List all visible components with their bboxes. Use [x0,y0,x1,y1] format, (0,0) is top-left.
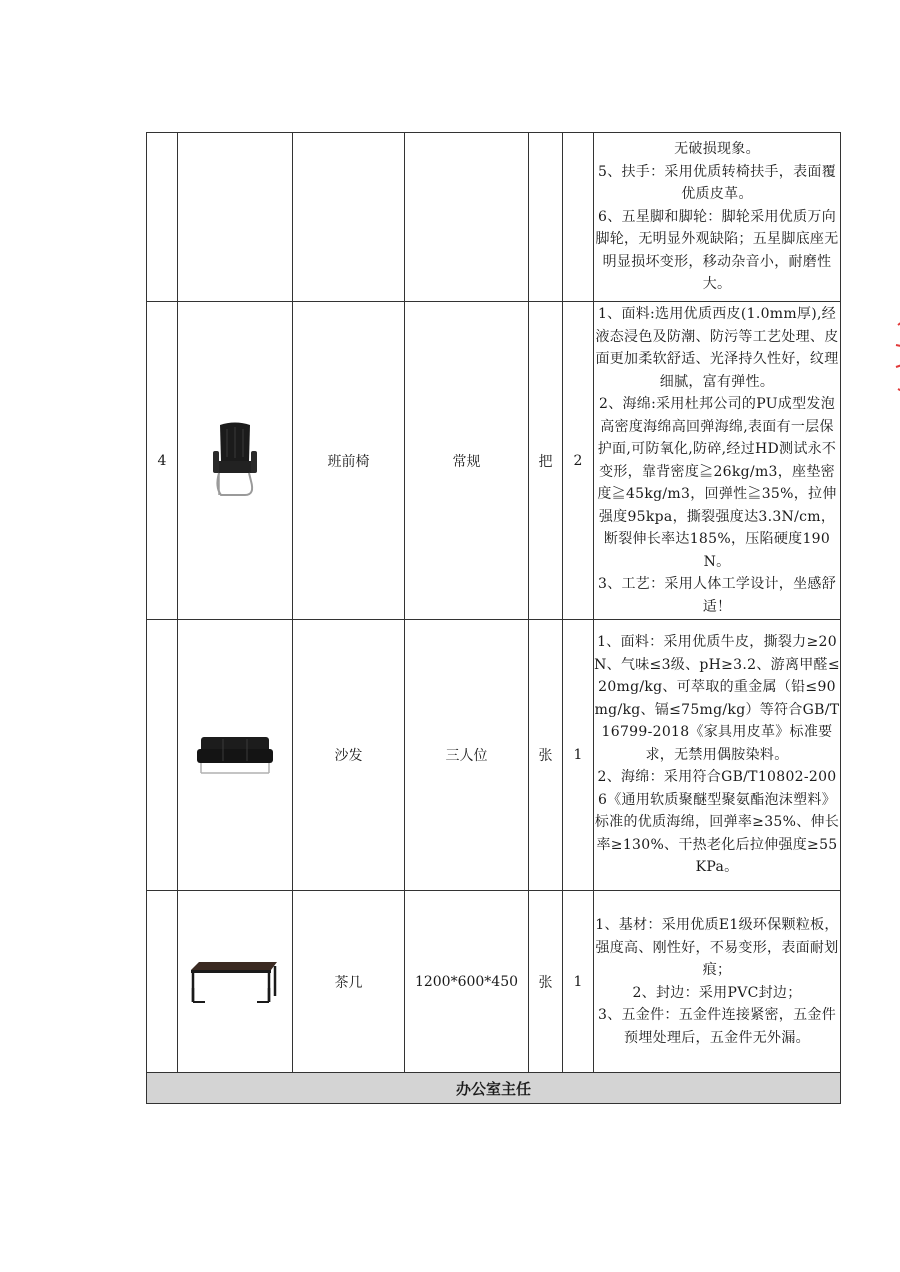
chair-image [178,302,293,620]
row-number: 4 [147,302,178,620]
row-number [147,620,178,891]
description-line: 2、海绵:采用杜邦公司的PU成型发泡高密度海绵高回弹海绵,表面有一层保护面,可防氧化,防碎,经过HD测试永不变形，靠背密度≧26kg/m3，座垫密度≧45kg/m3，回弹性≧35%，拉伸强度95kpa，撕裂强度达3.3N/cm，断裂伸长率达185%，压陷硬度190N。 [597,396,837,570]
table-row [147,620,841,891]
description-line: 2、海绵：采用符合GB/T10802-2006《通用软质聚醚型聚氨酯泡沫塑料》标准的优质海绵，回弹率≥35%、伸长率≥130%、干热老化后拉伸强度≥55KPa。 [594,769,840,876]
coffee-table-image [178,891,293,1073]
product-description [594,620,841,891]
description-line: 3、五金件：五金件连接紧密，五金件预埋处理后，五金件无外漏。 [597,1007,836,1046]
table-row [147,302,841,620]
sofa-image [178,620,293,891]
description-line: 5、扶手：采用优质转椅扶手，表面覆优质皮革。 [597,163,836,203]
product-spec: 常规 [405,302,529,620]
product-spec [405,133,529,302]
description-line: 3、工艺：采用人体工学设计，坐感舒适！ [597,576,836,615]
product-description [594,302,841,620]
row-number [147,133,178,302]
section-header-row [147,1073,841,1104]
product-qty: 1 [563,891,594,1073]
product-qty: 1 [563,620,594,891]
section-header: 办公室主任 [147,1073,841,1104]
table-row [147,133,841,302]
furniture-spec-table [146,132,841,1104]
product-unit: 把 [529,302,563,620]
product-qty: 2 [563,302,594,620]
product-name: 班前椅 [293,302,405,620]
row-number [147,891,178,1073]
description-line: 1、面料:选用优质西皮(1.0mm厚),经液态浸色及防潮、防污等工艺处理、皮面更加柔软舒适、光泽持久性好，纹理细腻，富有弹性。 [595,306,839,390]
product-description [594,133,841,302]
product-description [594,891,841,1073]
product-image [178,133,293,302]
description-line: 2、封边：采用PVC封边； [632,984,802,1001]
product-spec: 三人位 [405,620,529,891]
description-line: 无破损现象。 [674,141,760,158]
product-name: 沙发 [293,620,405,891]
table-row [147,891,841,1073]
description-line: 6、五星脚和脚轮：脚轮采用优质万向脚轮，无明显外观缺陷；五星脚底座无明显损坏变形，移动杂音小，耐磨性大。 [595,208,839,293]
product-unit [529,133,563,302]
description-line: 1、面料：采用优质牛皮，撕裂力≥20N、气味≤3级、pH≥3.2、游离甲醛≤20mg/kg、可萃取的重金属（铅≤90mg/kg、镉≤75mg/kg）等符合GB/T 16799-2018《家具用皮革》标准要求，无禁用偶胺染料。 [594,634,840,763]
description-line: 1、基材：采用优质E1级环保颗粒板，强度高、刚性好，不易变形，表面耐划痕； [595,917,839,978]
product-qty [563,133,594,302]
product-name: 茶几 [293,891,405,1073]
red-seal-stamp [882,285,900,435]
product-unit: 张 [529,620,563,891]
product-spec: 1200*600*450 [405,891,529,1073]
product-unit: 张 [529,891,563,1073]
product-name [293,133,405,302]
